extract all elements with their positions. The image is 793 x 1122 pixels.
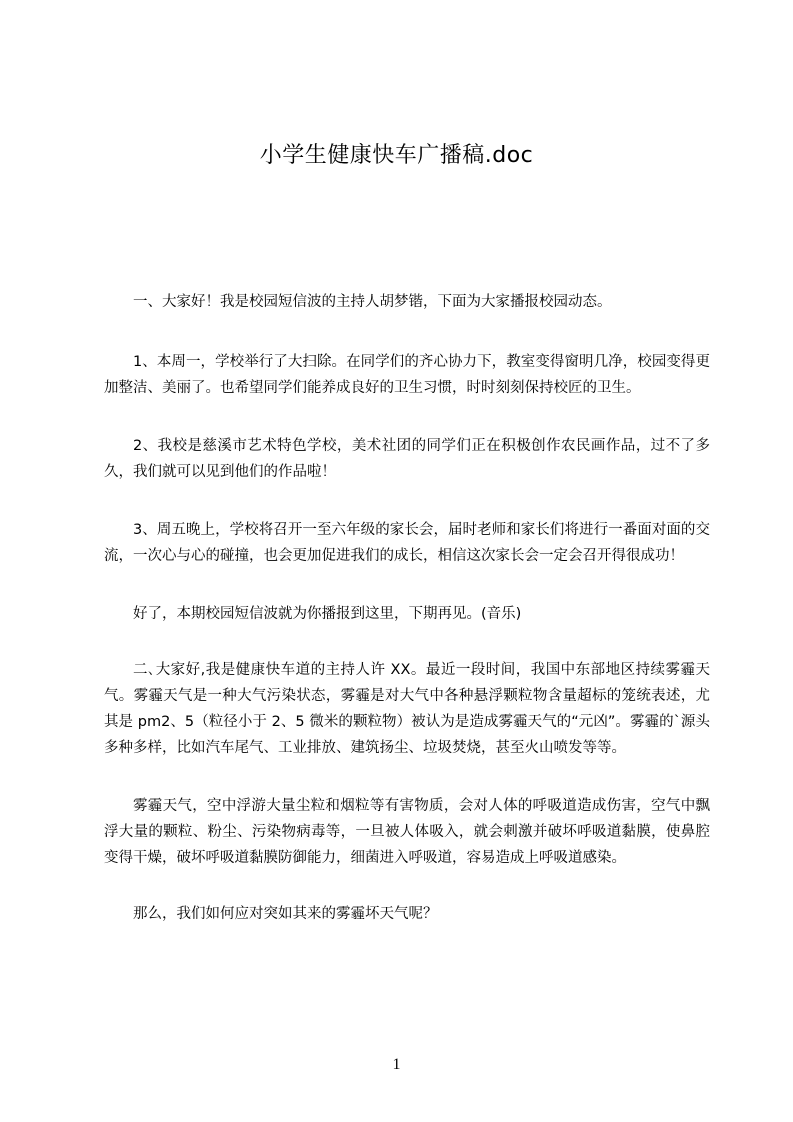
paragraph-intro: 一、大家好！我是校园短信波的主持人胡梦锴，下面为大家播报校园动态。 (133, 294, 612, 310)
document-body (104, 289, 710, 963)
paragraph-news-1: 1、本周一，学校举行了大扫除。在同学们的齐心协力下，教室变得窗明几净，校园变得更加整洁、美丽了。也希望同学们能养成良好的卫生习惯，时时刻刻保持校匠的卫生。 (104, 354, 710, 396)
paragraph-haze-intro: 二､大家好,我是健康快车道的主持人许 XX。最近一段时间，我国中东部地区持续雾霾天气。雾霾天气是一种大气污染状态，雾霾是对大气中各种悬浮颗粒物含量超标的笼统表述，尤其是 pm2、5（粒径小于 2、5 微米的颗粒物）被认为是造成雾霾天气的“元凶”。雾霾的`源头多种多样，比如汽车尾气、工业排放、建筑扬尘、垃圾焚烧，甚至火山喷发等等。 (104, 662, 710, 756)
paragraph-news-2: 2、我校是慈溪市艺术特色学校，美术社团的同学们正在积极创作农民画作品，过不了多久，我们就可以见到他们的作品啦！ (104, 438, 710, 480)
paragraph-closing: 好了，本期校园短信波就为你播报到这里，下期再见。(音乐) (133, 606, 522, 622)
document-title: 小学生健康快车广播稿.doc (259, 143, 534, 168)
paragraph-question: 那么，我们如何应对突如其来的雾霾坏天气呢？ (133, 906, 438, 922)
page-number: 1 (392, 1056, 401, 1073)
paragraph-haze-harm: 雾霾天气，空中浮游大量尘粒和烟粒等有害物质，会对人体的呼吸道造成伤害，空气中飘浮大量的颗粒、粉尘、污染物病毒等，一旦被人体吸入，就会刺激并破坏呼吸道黏膜，使鼻腔变得干燥，破坏呼吸道黏膜防御能力，细菌进入呼吸道，容易造成上呼吸道感染。 (104, 798, 710, 866)
paragraph-news-3: 3、周五晚上，学校将召开一至六年级的家长会，届时老师和家长们将进行一番面对面的交流，一次心与心的碰撞，也会更加促进我们的成长，相信这次家长会一定会召开得很成功！ (104, 522, 710, 564)
